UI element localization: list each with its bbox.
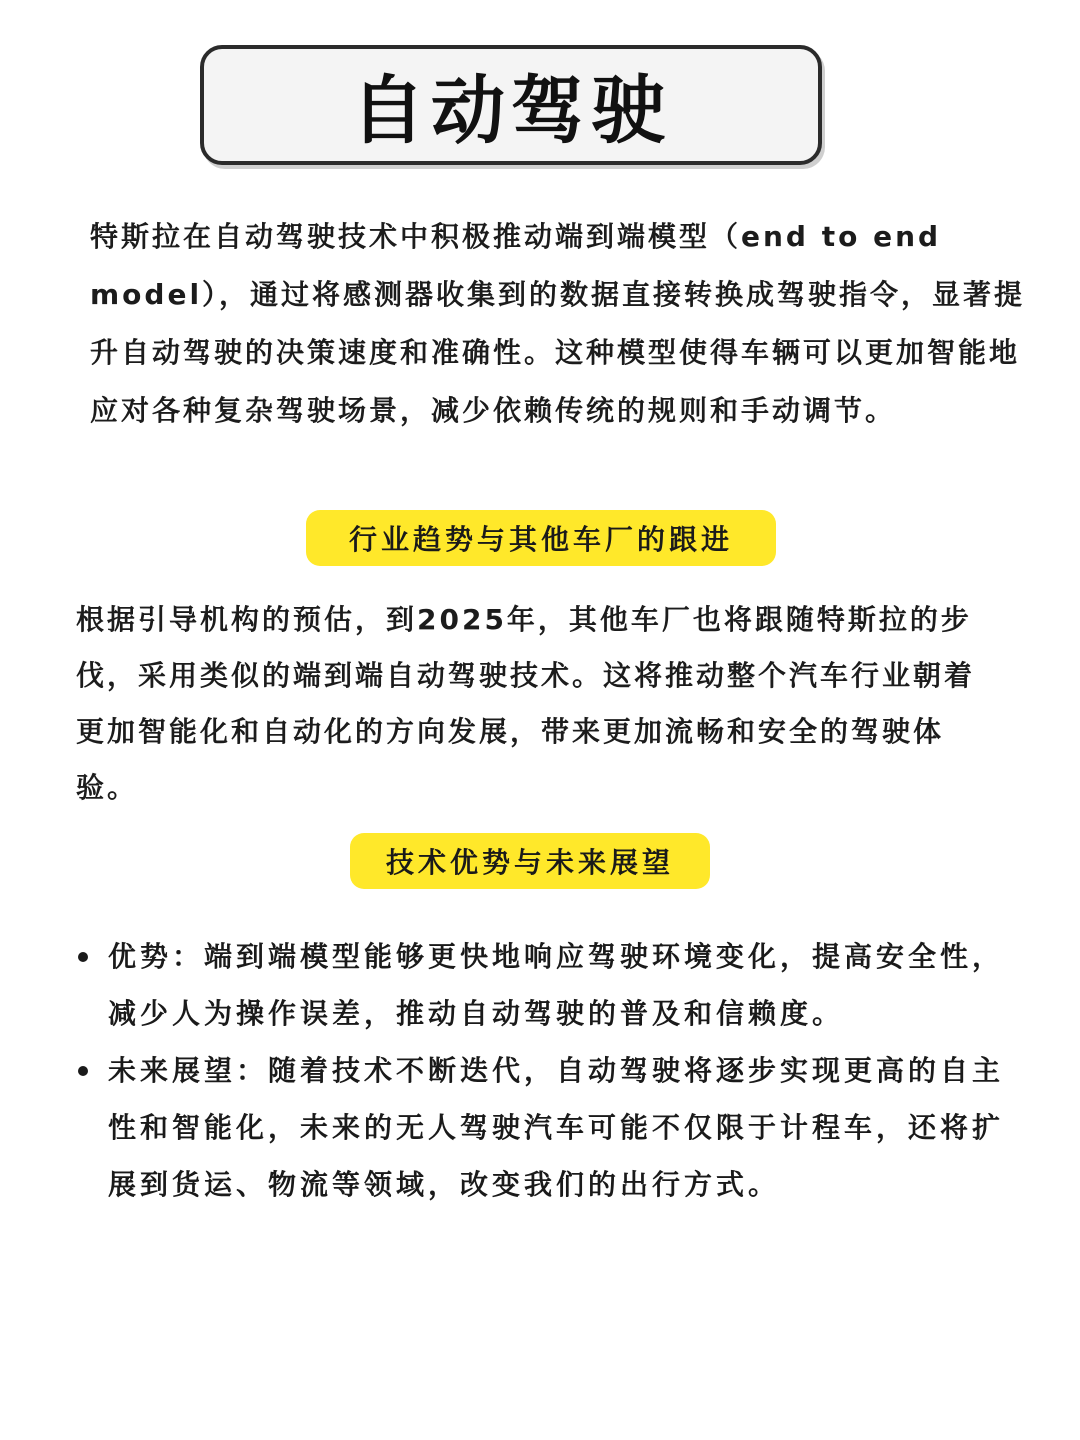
title-box [200, 45, 822, 165]
trend-paragraph: 根据引导机构的预估，到2025年，其他车厂也将跟随特斯拉的步伐，采用类似的端到端自动驾驶技术。这将推动整个汽车行业朝着更加智能化和自动化的方向发展，带来更加流畅和安全的驾驶体验。 [76, 603, 976, 804]
bullet-text-advantage: 优势：端到端模型能够更快地响应驾驶环境变化，提高安全性，减少人为操作误差，推动自动驾驶的普及和信赖度。 [108, 940, 1005, 1030]
tech-bullet-list [74, 928, 1024, 1213]
page-title: 自动驾驶 [351, 68, 671, 154]
bullet-dot-icon [78, 1066, 88, 1076]
list-item [74, 1042, 1024, 1213]
section-heading-trend: 行业趋势与其他车厂的跟进 [306, 510, 776, 566]
bullet-dot-icon [78, 952, 88, 962]
bullet-text-outlook: 未来展望：随着技术不断迭代，自动驾驶将逐步实现更高的自主性和智能化，未来的无人驾驶汽车可能不仅限于计程车，还将扩展到货运、物流等领域，改变我们的出行方式。 [108, 1054, 1005, 1201]
section-heading-tech: 技术优势与未来展望 [350, 833, 710, 889]
intro-paragraph: 特斯拉在自动驾驶技术中积极推动端到端模型（end to end model），通过将感测器收集到的数据直接转换成驾驶指令，显著提升自动驾驶的决策速度和准确性。这种模型使得车辆可以更加智能地应对各种复杂驾驶场景，减少依赖传统的规则和手动调节。 [90, 220, 1026, 427]
list-item [74, 928, 1024, 1042]
